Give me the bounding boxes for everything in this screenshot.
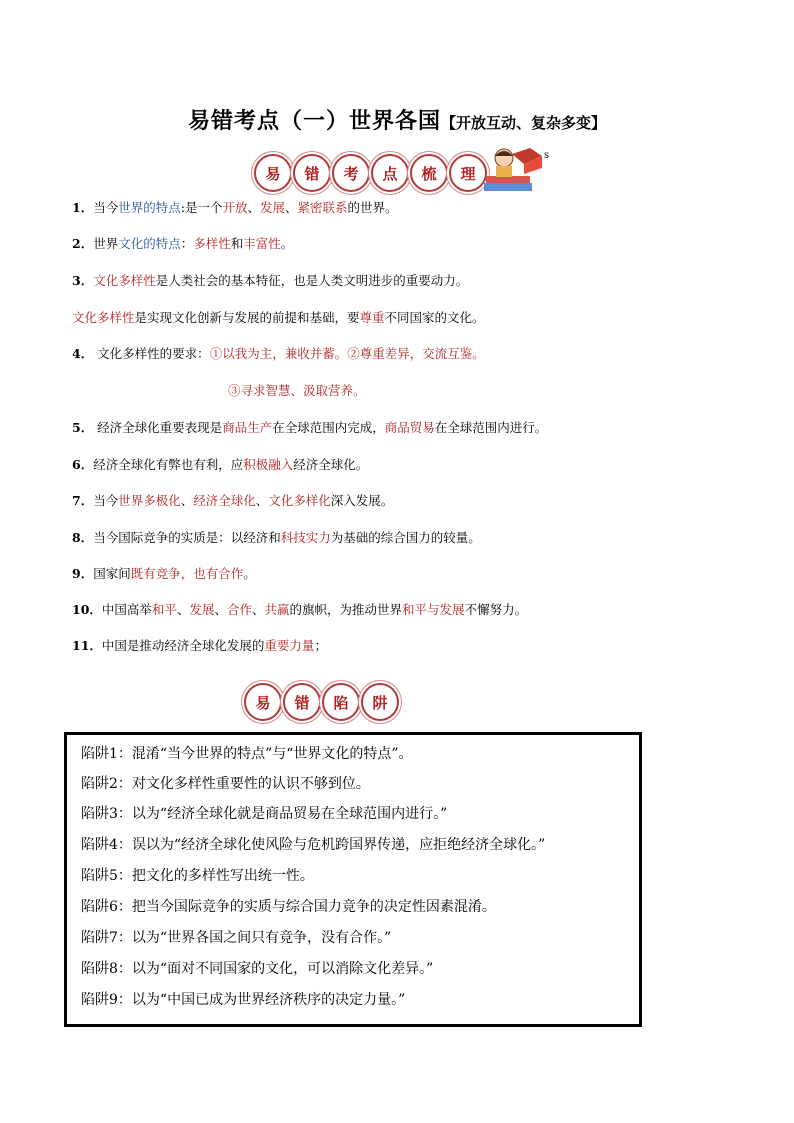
point-text: 文化多样性 [72,310,135,325]
point-number: 3． [72,273,94,288]
point-text: 经济全球化 [193,493,256,508]
point-text: 商品贸易 [384,420,435,435]
point-text: 多样性 [193,236,231,251]
point-item [72,491,393,509]
point-text: 、 [214,602,227,617]
point-text: :是一个 [180,200,223,215]
trap-item: 陷阱6：把当今国际竞争的实质与综合国力竞争的决定性因素混淆。 [81,899,496,915]
title-main: 易错考点（一）世界各国 [187,109,441,134]
point-text: 世界的特点 [118,200,181,215]
point-text: 既有竞争，也有合作 [130,566,244,581]
point-text: 不懈努力。 [464,602,528,617]
point-text: 文化多样性 [93,273,156,288]
point-text: 中国是推动经济全球化发展的 [101,638,265,653]
point-item [228,381,366,399]
point-number: 4． [72,346,94,361]
banner-char: 易 [244,683,282,721]
point-text: 经济全球化重要表现是 [93,420,223,435]
point-text: 和 [230,236,244,251]
point-text: ； [314,638,327,653]
point-item [72,418,547,436]
point-text: 发展 [189,602,215,617]
point-text: 当今 [93,493,119,508]
point-number: 5． [72,420,94,435]
point-text: 的世界。 [347,200,398,215]
point-text: 、 [252,602,265,617]
point-text: 世界 [93,236,119,251]
point-text: 、 [180,493,194,508]
point-number: 9． [72,566,94,581]
banner-char: 考 [332,154,370,192]
point-item [72,564,256,582]
banner-char: 理 [449,154,487,192]
trap-item: 陷阱2：对文化多样性重要性的认识不够到位。 [81,776,370,792]
banner-char: 点 [371,154,409,192]
point-text: 当今国际竞争的实质是：以经济和 [93,530,281,545]
point-text: 紧密联系 [297,200,348,215]
point-number: 7． [72,493,94,508]
point-text: 在全球范围内进行。 [434,420,548,435]
point-text: 文化的特点 [118,236,181,251]
point-text: 世界多极化 [118,493,181,508]
point-text: 深入发展。 [330,493,394,508]
point-text: 科技实力 [280,530,331,545]
point-text: 开放 [222,200,248,215]
banner-char: 错 [283,683,321,721]
point-text: ①以我为主，兼收并蓄。②尊重差异，交流互鉴。 [209,346,485,361]
point-text: 共赢 [264,602,290,617]
point-text: 、 [176,602,190,617]
banner-char: 陷 [322,683,360,721]
point-item [72,234,293,252]
banner-char: 阱 [361,683,399,721]
point-item [72,198,398,216]
banner-char: 梳 [410,154,448,192]
point-text: 是实现文化创新与发展的前提和基础，要 [134,310,360,325]
point-text: ： [180,236,194,251]
point-text: 国家间 [93,566,131,581]
banner-review [254,154,484,192]
point-number: 8． [72,530,94,545]
page-title [0,104,794,135]
trap-item: 陷阱7：以为“世界各国之间只有竞争，没有合作。” [81,930,392,946]
point-text: 当今 [93,200,119,215]
point-text: 合作 [226,602,252,617]
point-text: 。 [280,236,294,251]
banner-char: 错 [293,154,331,192]
point-text: 为基础的综合国力的较量。 [330,530,481,545]
point-number: 6． [72,457,94,472]
point-text: 积极融入 [243,457,294,472]
point-text: 和平与发展 [402,602,465,617]
banner-traps [244,683,396,721]
point-text: ③寻求智慧、汲取营养。 [228,383,366,398]
banner-char: 易 [254,154,292,192]
trap-item: 陷阱8：以为“面对不同国家的文化，可以消除文化差异。” [81,961,434,977]
point-item [72,308,485,326]
point-number: 10． [72,602,102,617]
point-text: 中国高举 [101,602,152,617]
trap-item: 陷阱3：以为“经济全球化就是商品贸易在全球范围内进行。” [81,806,448,822]
point-text: 的旗帜，为推动世界 [289,602,403,617]
trap-item: 陷阱5：把文化的多样性写出统一性。 [81,868,314,884]
point-item [72,528,481,546]
point-text: 文化多样化 [268,493,331,508]
title-sub: 【开放互动、复杂多变】 [441,114,607,132]
point-item [72,636,327,654]
point-number: 11． [72,638,102,653]
point-text: 、 [285,200,298,215]
point-text: 发展 [259,200,285,215]
point-text: 、 [247,200,260,215]
point-text: 。 [243,566,256,581]
point-text: 尊重 [359,310,385,325]
point-text: 文化多样性的要求： [93,346,210,361]
traps-box [64,732,642,1027]
svg-text:s: s [544,150,550,161]
point-text: 、 [255,493,269,508]
trap-item: 陷阱9：以为“中国已成为世界经济秩序的决定力量。” [81,992,406,1008]
point-text: 重要力量 [264,638,315,653]
point-text: 商品生产 [222,420,273,435]
reading-child-icon [480,146,550,192]
point-item [72,344,485,362]
trap-item: 陷阱4：误以为“经济全球化使风险与危机跨国界传递，应拒绝经济全球化。” [81,837,546,853]
trap-item: 陷阱1：混淆“当今世界的特点”与“世界文化的特点”。 [81,746,413,762]
point-text: 在全球范围内完成， [272,420,385,435]
point-text: 不同国家的文化。 [384,310,485,325]
point-item [72,600,527,618]
point-text: 和平 [151,602,177,617]
point-text: 丰富性 [243,236,281,251]
point-text: 经济全球化。 [293,457,369,472]
point-item [72,271,468,289]
point-item [72,455,368,473]
point-number: 1． [72,200,94,215]
point-number: 2． [72,236,94,251]
point-text: 是人类社会的基本特征，也是人类文明进步的重要动力。 [155,273,469,288]
point-text: 经济全球化有弊也有利，应 [93,457,244,472]
